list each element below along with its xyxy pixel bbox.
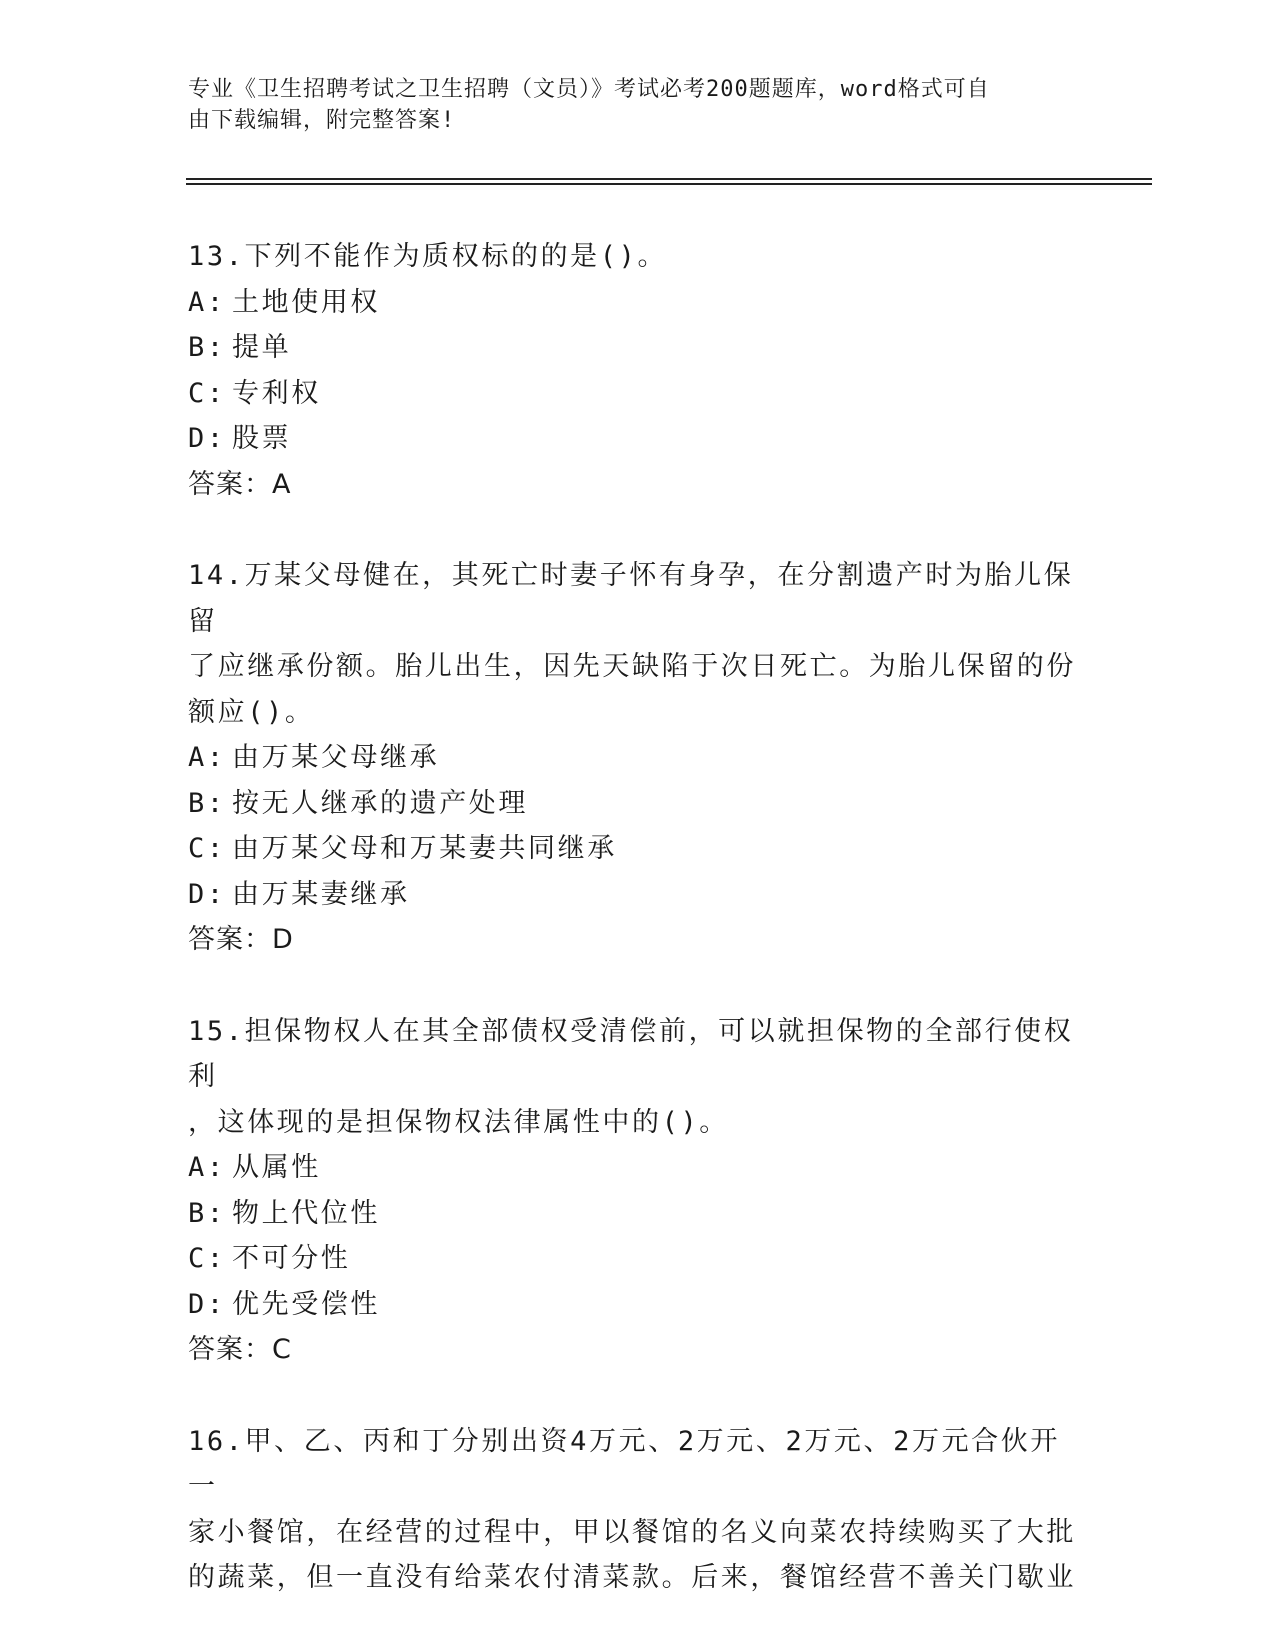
question-stem-line-1: 16.甲、乙、丙和丁分别出资4万元、2万元、2万元、2万元合伙开一 bbox=[188, 1425, 1060, 1502]
option-letter: D: bbox=[188, 423, 226, 454]
header-line-2: 由下载编辑，附完整答案! bbox=[188, 108, 456, 133]
question-15 bbox=[188, 1009, 1088, 1373]
option-text: 物上代位性 bbox=[232, 1197, 380, 1229]
option-letter: D: bbox=[188, 878, 226, 910]
question-stem-line-3: 额应()。 bbox=[188, 696, 315, 728]
option-c bbox=[188, 826, 1088, 872]
option-letter: C: bbox=[188, 1243, 226, 1274]
header-line-1: 专业《卫生招聘考试之卫生招聘（文员）》考试必考200题题库，word格式可自 bbox=[188, 77, 990, 102]
option-a bbox=[188, 735, 1088, 781]
question-list bbox=[188, 234, 1088, 1647]
option-text: 专利权 bbox=[232, 377, 321, 409]
option-text: 由万某父母继承 bbox=[232, 742, 440, 773]
option-text: 不可分性 bbox=[232, 1243, 351, 1274]
option-text: 优先受偿性 bbox=[232, 1288, 380, 1320]
option-a bbox=[188, 280, 1088, 326]
option-b bbox=[188, 1191, 1088, 1237]
header-divider-bottom bbox=[186, 183, 1152, 185]
question-stem-line-3: 的蔬菜，但一直没有给菜农付清菜款。后来，餐馆经营不善关门歇业 bbox=[188, 1562, 1076, 1593]
option-letter: C: bbox=[188, 833, 226, 864]
question-14 bbox=[188, 553, 1088, 963]
header-divider-top bbox=[186, 178, 1152, 180]
question-stem-line-1: 15.担保物权人在其全部债权受清偿前，可以就担保物的全部行使权利 bbox=[188, 1015, 1074, 1092]
question-13 bbox=[188, 234, 1088, 507]
option-letter: B: bbox=[188, 787, 226, 819]
question-stem-line-2: 了应继承份额。胎儿出生，因先天缺陷于次日死亡。为胎儿保留的份 bbox=[188, 651, 1076, 682]
answer-line: 答案：C bbox=[188, 1334, 292, 1365]
option-letter: B: bbox=[188, 332, 226, 363]
option-text: 由万某妻继承 bbox=[232, 878, 410, 910]
option-text: 提单 bbox=[232, 332, 292, 363]
document-header bbox=[188, 74, 1068, 136]
option-letter: A: bbox=[188, 742, 226, 773]
option-b bbox=[188, 325, 1088, 371]
question-stem-line-2: ，这体现的是担保物权法律属性中的()。 bbox=[188, 1106, 729, 1138]
option-d bbox=[188, 1282, 1088, 1328]
answer-line: 答案：D bbox=[188, 924, 294, 955]
answer-line: 答案：A bbox=[188, 468, 292, 500]
option-letter: C: bbox=[188, 377, 226, 409]
option-c bbox=[188, 371, 1088, 417]
question-16 bbox=[188, 1419, 1088, 1601]
question-stem-line-1: 14.万某父母健在，其死亡时妻子怀有身孕，在分割遗产时为胎儿保留 bbox=[188, 560, 1074, 637]
option-letter: A: bbox=[188, 286, 226, 318]
option-letter: A: bbox=[188, 1152, 226, 1183]
option-text: 由万某父母和万某妻共同继承 bbox=[232, 833, 617, 864]
option-d bbox=[188, 416, 1088, 462]
option-letter: B: bbox=[188, 1197, 226, 1229]
option-text: 土地使用权 bbox=[232, 286, 380, 318]
question-stem: 13.下列不能作为质权标的的是()。 bbox=[188, 241, 668, 272]
option-b bbox=[188, 781, 1088, 827]
option-c bbox=[188, 1236, 1088, 1282]
question-stem-line-2: 家小餐馆，在经营的过程中，甲以餐馆的名义向菜农持续购买了大批 bbox=[188, 1516, 1076, 1548]
option-letter: D: bbox=[188, 1288, 226, 1320]
option-a bbox=[188, 1145, 1088, 1191]
option-text: 股票 bbox=[232, 423, 292, 454]
option-d bbox=[188, 872, 1088, 918]
option-text: 从属性 bbox=[232, 1152, 321, 1183]
option-text: 按无人继承的遗产处理 bbox=[232, 787, 528, 819]
